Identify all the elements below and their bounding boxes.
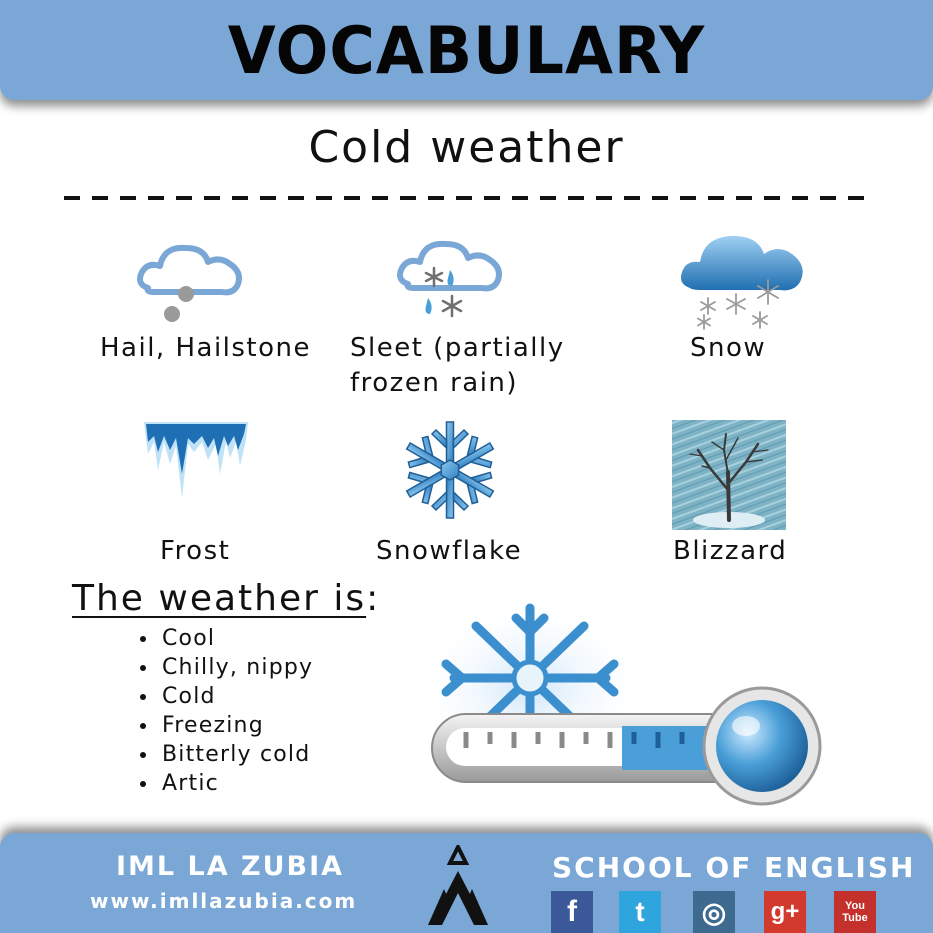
thermometer-snowflake-picture xyxy=(412,598,868,818)
hail-cloud-icon xyxy=(134,238,246,328)
twitter-icon[interactable]: t xyxy=(619,891,661,933)
sleet-label-line1: Sleet (partially xyxy=(350,333,565,363)
youtube-icon[interactable]: You Tube xyxy=(834,891,876,933)
list-item: Cool xyxy=(138,624,313,653)
snow-label: Snow xyxy=(690,333,767,363)
list-item: Chilly, nippy xyxy=(138,653,313,682)
facebook-icon[interactable]: f xyxy=(551,891,593,933)
sleet-cloud-icon xyxy=(394,234,506,324)
school-of-english-title: SCHOOL OF ENGLISH xyxy=(552,851,916,884)
school-logo-icon xyxy=(424,845,492,931)
sleet-label-line2: frozen rain) xyxy=(350,368,519,398)
footer-banner xyxy=(0,833,933,933)
snowflake-label: Snowflake xyxy=(376,536,523,566)
icicles-icon xyxy=(142,420,250,502)
instagram-icon[interactable]: ◎ xyxy=(693,891,735,933)
list-item: Artic xyxy=(138,769,313,798)
school-name: IML LA ZUBIA xyxy=(116,851,345,882)
list-item: Freezing xyxy=(138,711,313,740)
blizzard-tree-picture xyxy=(672,420,786,530)
dashed-divider xyxy=(64,196,870,200)
weather-heading-colon: : xyxy=(366,578,381,619)
hail-label: Hail, Hailstone xyxy=(100,333,312,363)
subtitle: Cold weather xyxy=(308,122,625,173)
weather-heading-text: The weather is xyxy=(72,578,367,619)
weather-adjectives-list xyxy=(138,624,313,798)
list-item: Bitterly cold xyxy=(138,740,313,769)
snowflake-icon xyxy=(394,420,506,520)
blizzard-label: Blizzard xyxy=(673,536,788,566)
page-title: VOCABULARY xyxy=(227,11,706,89)
list-item: Cold xyxy=(138,682,313,711)
website-link[interactable]: www.imllazubia.com xyxy=(90,889,358,913)
frost-label: Frost xyxy=(160,536,231,566)
google-plus-icon[interactable]: g+ xyxy=(764,891,806,933)
header-banner xyxy=(0,0,933,100)
weather-heading xyxy=(72,578,380,619)
snow-cloud-icon xyxy=(678,228,808,332)
